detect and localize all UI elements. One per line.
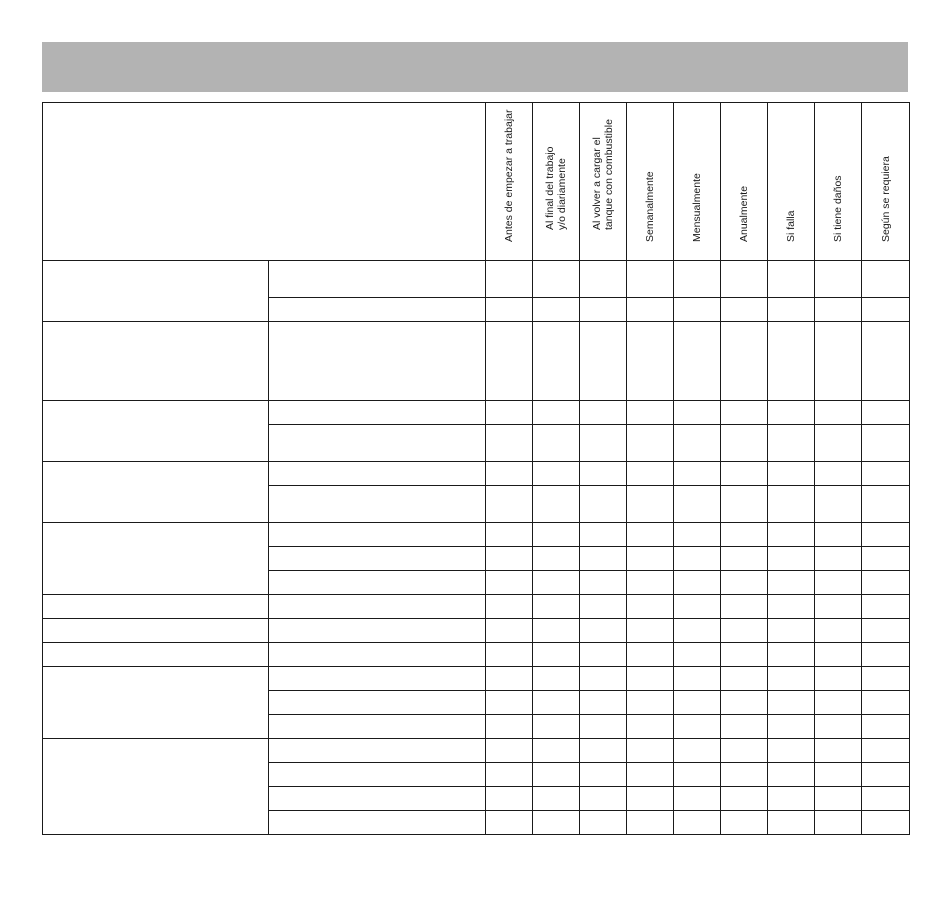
schedule-check-cell[interactable] <box>862 739 910 763</box>
schedule-check-cell[interactable] <box>486 462 533 486</box>
schedule-check-cell[interactable] <box>721 643 768 667</box>
schedule-check-cell[interactable] <box>533 547 580 571</box>
schedule-check-cell[interactable] <box>768 322 815 401</box>
column-header-label: Al volver a cargar el tanque con combustible <box>591 119 615 230</box>
schedule-check-cell[interactable] <box>486 667 533 691</box>
schedule-check-cell[interactable] <box>580 261 627 298</box>
schedule-check-cell[interactable] <box>486 571 533 595</box>
schedule-check-cell[interactable] <box>862 298 910 322</box>
schedule-check-cell[interactable] <box>862 571 910 595</box>
group-label-cell <box>43 667 269 739</box>
schedule-check-cell[interactable] <box>533 425 580 462</box>
group-label-cell <box>43 322 269 401</box>
column-header <box>627 103 674 261</box>
schedule-check-cell[interactable] <box>674 547 721 571</box>
item-label-cell <box>269 401 486 425</box>
column-header <box>815 103 862 261</box>
table-row <box>43 619 910 643</box>
schedule-check-cell[interactable] <box>674 691 721 715</box>
schedule-check-cell[interactable] <box>627 261 674 298</box>
item-label-cell <box>269 462 486 486</box>
schedule-check-cell[interactable] <box>627 486 674 523</box>
group-label-cell <box>43 595 269 619</box>
schedule-check-cell[interactable] <box>674 523 721 547</box>
table-row <box>43 462 910 486</box>
schedule-check-cell[interactable] <box>533 486 580 523</box>
schedule-check-cell[interactable] <box>486 763 533 787</box>
column-header-label: Si falla <box>785 210 797 242</box>
schedule-check-cell[interactable] <box>862 787 910 811</box>
schedule-check-cell[interactable] <box>674 811 721 835</box>
schedule-check-cell[interactable] <box>862 691 910 715</box>
schedule-check-cell[interactable] <box>721 715 768 739</box>
schedule-check-cell[interactable] <box>862 322 910 401</box>
schedule-check-cell[interactable] <box>533 811 580 835</box>
schedule-check-cell[interactable] <box>768 401 815 425</box>
header-row <box>43 103 910 261</box>
schedule-check-cell[interactable] <box>580 523 627 547</box>
item-label-cell <box>269 523 486 547</box>
column-header-label: Antes de empezar a trabajar <box>503 109 515 242</box>
column-header-label: Mensualmente <box>691 173 703 242</box>
item-label-cell <box>269 571 486 595</box>
schedule-check-cell[interactable] <box>674 425 721 462</box>
schedule-check-cell[interactable] <box>674 787 721 811</box>
item-label-cell <box>269 667 486 691</box>
schedule-check-cell[interactable] <box>721 739 768 763</box>
schedule-check-cell[interactable] <box>768 425 815 462</box>
item-label-cell <box>269 261 486 298</box>
schedule-check-cell[interactable] <box>674 739 721 763</box>
schedule-check-cell[interactable] <box>862 643 910 667</box>
schedule-check-cell[interactable] <box>862 619 910 643</box>
group-label-cell <box>43 739 269 835</box>
schedule-check-cell[interactable] <box>486 547 533 571</box>
schedule-check-cell[interactable] <box>862 811 910 835</box>
schedule-check-cell[interactable] <box>533 595 580 619</box>
schedule-check-cell[interactable] <box>486 691 533 715</box>
schedule-check-cell[interactable] <box>815 715 862 739</box>
schedule-check-cell[interactable] <box>533 619 580 643</box>
schedule-check-cell[interactable] <box>721 763 768 787</box>
schedule-check-cell[interactable] <box>674 462 721 486</box>
schedule-check-cell[interactable] <box>721 322 768 401</box>
schedule-check-cell[interactable] <box>533 462 580 486</box>
column-header <box>580 103 627 261</box>
table-row <box>43 523 910 547</box>
schedule-check-cell[interactable] <box>815 739 862 763</box>
schedule-check-cell[interactable] <box>533 571 580 595</box>
schedule-check-cell[interactable] <box>862 595 910 619</box>
column-header <box>862 103 910 261</box>
schedule-check-cell[interactable] <box>862 763 910 787</box>
group-label-cell <box>43 401 269 462</box>
schedule-check-cell[interactable] <box>533 401 580 425</box>
schedule-check-cell[interactable] <box>486 787 533 811</box>
schedule-check-cell[interactable] <box>580 787 627 811</box>
schedule-check-cell[interactable] <box>580 462 627 486</box>
schedule-check-cell[interactable] <box>533 298 580 322</box>
maintenance-schedule-table <box>42 102 910 835</box>
schedule-check-cell[interactable] <box>768 523 815 547</box>
schedule-check-cell[interactable] <box>674 401 721 425</box>
schedule-check-cell[interactable] <box>815 462 862 486</box>
schedule-check-cell[interactable] <box>768 787 815 811</box>
schedule-check-cell[interactable] <box>580 643 627 667</box>
schedule-check-cell[interactable] <box>768 462 815 486</box>
schedule-check-cell[interactable] <box>533 715 580 739</box>
schedule-check-cell[interactable] <box>815 595 862 619</box>
schedule-check-cell[interactable] <box>533 643 580 667</box>
schedule-check-cell[interactable] <box>721 787 768 811</box>
schedule-check-cell[interactable] <box>580 619 627 643</box>
schedule-check-cell[interactable] <box>627 547 674 571</box>
item-label-cell <box>269 811 486 835</box>
schedule-check-cell[interactable] <box>486 619 533 643</box>
schedule-check-cell[interactable] <box>815 571 862 595</box>
schedule-check-cell[interactable] <box>627 595 674 619</box>
schedule-check-cell[interactable] <box>768 547 815 571</box>
schedule-check-cell[interactable] <box>815 261 862 298</box>
schedule-check-cell[interactable] <box>674 322 721 401</box>
schedule-check-cell[interactable] <box>627 462 674 486</box>
schedule-check-cell[interactable] <box>486 298 533 322</box>
schedule-check-cell[interactable] <box>815 787 862 811</box>
schedule-check-cell[interactable] <box>627 401 674 425</box>
schedule-check-cell[interactable] <box>486 401 533 425</box>
schedule-check-cell[interactable] <box>721 595 768 619</box>
group-label-cell <box>43 462 269 523</box>
item-label-cell <box>269 787 486 811</box>
item-label-cell <box>269 739 486 763</box>
schedule-check-cell[interactable] <box>627 691 674 715</box>
schedule-check-cell[interactable] <box>768 486 815 523</box>
schedule-check-cell[interactable] <box>580 739 627 763</box>
schedule-check-cell[interactable] <box>533 787 580 811</box>
schedule-check-cell[interactable] <box>580 667 627 691</box>
schedule-check-cell[interactable] <box>815 763 862 787</box>
schedule-check-cell[interactable] <box>721 486 768 523</box>
item-label-cell <box>269 547 486 571</box>
schedule-check-cell[interactable] <box>721 619 768 643</box>
schedule-check-cell[interactable] <box>674 261 721 298</box>
schedule-check-cell[interactable] <box>486 811 533 835</box>
schedule-check-cell[interactable] <box>862 462 910 486</box>
group-label-cell <box>43 261 269 322</box>
schedule-check-cell[interactable] <box>627 715 674 739</box>
group-label-cell <box>43 523 269 595</box>
schedule-check-cell[interactable] <box>674 486 721 523</box>
schedule-check-cell[interactable] <box>721 811 768 835</box>
schedule-check-cell[interactable] <box>674 763 721 787</box>
schedule-check-cell[interactable] <box>768 715 815 739</box>
schedule-check-cell[interactable] <box>815 425 862 462</box>
schedule-check-cell[interactable] <box>674 643 721 667</box>
schedule-check-cell[interactable] <box>768 261 815 298</box>
schedule-check-cell[interactable] <box>862 523 910 547</box>
table-row <box>43 667 910 691</box>
schedule-check-cell[interactable] <box>815 547 862 571</box>
item-label-cell <box>269 595 486 619</box>
schedule-check-cell[interactable] <box>768 763 815 787</box>
column-header-label: Al final del trabajo y/o diariamente <box>544 146 568 230</box>
schedule-check-cell[interactable] <box>768 298 815 322</box>
header-blank-cell <box>43 103 486 261</box>
schedule-check-cell[interactable] <box>862 261 910 298</box>
item-label-cell <box>269 322 486 401</box>
schedule-check-cell[interactable] <box>627 739 674 763</box>
schedule-check-cell[interactable] <box>627 425 674 462</box>
table-row <box>43 595 910 619</box>
group-label-cell <box>43 619 269 643</box>
table-row <box>43 261 910 298</box>
schedule-check-cell[interactable] <box>627 811 674 835</box>
schedule-check-cell[interactable] <box>627 322 674 401</box>
schedule-check-cell[interactable] <box>627 571 674 595</box>
schedule-check-cell[interactable] <box>768 571 815 595</box>
schedule-check-cell[interactable] <box>862 715 910 739</box>
schedule-check-cell[interactable] <box>674 595 721 619</box>
schedule-check-cell[interactable] <box>580 425 627 462</box>
schedule-check-cell[interactable] <box>862 425 910 462</box>
table-body <box>43 261 910 835</box>
item-label-cell <box>269 619 486 643</box>
column-header-label: Anualmente <box>738 185 750 242</box>
item-label-cell <box>269 425 486 462</box>
schedule-check-cell[interactable] <box>674 298 721 322</box>
schedule-check-cell[interactable] <box>721 462 768 486</box>
schedule-check-cell[interactable] <box>862 547 910 571</box>
schedule-check-cell[interactable] <box>815 619 862 643</box>
schedule-check-cell[interactable] <box>721 571 768 595</box>
schedule-check-cell[interactable] <box>580 298 627 322</box>
table-row <box>43 322 910 401</box>
schedule-check-cell[interactable] <box>721 547 768 571</box>
schedule-check-cell[interactable] <box>815 811 862 835</box>
schedule-check-cell[interactable] <box>768 595 815 619</box>
column-header-label: Según se requiera <box>879 156 892 242</box>
item-label-cell <box>269 691 486 715</box>
schedule-check-cell[interactable] <box>580 811 627 835</box>
schedule-check-cell[interactable] <box>580 547 627 571</box>
schedule-check-cell[interactable] <box>486 425 533 462</box>
schedule-check-cell[interactable] <box>580 486 627 523</box>
schedule-check-cell[interactable] <box>721 425 768 462</box>
column-header <box>674 103 721 261</box>
column-header-label: Si tiene daños <box>832 175 844 242</box>
schedule-check-cell[interactable] <box>815 667 862 691</box>
schedule-check-cell[interactable] <box>486 739 533 763</box>
header-bar <box>42 42 908 92</box>
schedule-check-cell[interactable] <box>768 691 815 715</box>
schedule-check-cell[interactable] <box>768 619 815 643</box>
schedule-check-cell[interactable] <box>580 401 627 425</box>
schedule-check-cell[interactable] <box>815 643 862 667</box>
item-label-cell <box>269 298 486 322</box>
schedule-check-cell[interactable] <box>486 486 533 523</box>
schedule-check-cell[interactable] <box>721 667 768 691</box>
schedule-check-cell[interactable] <box>815 523 862 547</box>
item-label-cell <box>269 763 486 787</box>
schedule-check-cell[interactable] <box>674 619 721 643</box>
column-header <box>768 103 815 261</box>
schedule-check-cell[interactable] <box>533 261 580 298</box>
group-label-cell <box>43 643 269 667</box>
schedule-check-cell[interactable] <box>674 715 721 739</box>
schedule-check-cell[interactable] <box>627 763 674 787</box>
column-header <box>721 103 768 261</box>
schedule-check-cell[interactable] <box>721 298 768 322</box>
schedule-check-cell[interactable] <box>768 739 815 763</box>
schedule-check-cell[interactable] <box>486 643 533 667</box>
schedule-check-cell[interactable] <box>768 643 815 667</box>
table-row <box>43 401 910 425</box>
schedule-check-cell[interactable] <box>627 667 674 691</box>
schedule-check-cell[interactable] <box>533 763 580 787</box>
schedule-check-cell[interactable] <box>815 486 862 523</box>
schedule-check-cell[interactable] <box>486 523 533 547</box>
schedule-check-cell[interactable] <box>580 322 627 401</box>
schedule-check-cell[interactable] <box>815 691 862 715</box>
schedule-check-cell[interactable] <box>721 691 768 715</box>
schedule-check-cell[interactable] <box>862 667 910 691</box>
schedule-check-cell[interactable] <box>627 787 674 811</box>
schedule-check-cell[interactable] <box>486 261 533 298</box>
schedule-check-cell[interactable] <box>580 715 627 739</box>
schedule-check-cell[interactable] <box>533 322 580 401</box>
schedule-check-cell[interactable] <box>486 322 533 401</box>
schedule-check-cell[interactable] <box>815 401 862 425</box>
schedule-check-cell[interactable] <box>486 715 533 739</box>
column-header <box>486 103 533 261</box>
schedule-check-cell[interactable] <box>674 571 721 595</box>
schedule-check-cell[interactable] <box>533 739 580 763</box>
schedule-check-cell[interactable] <box>627 523 674 547</box>
schedule-check-cell[interactable] <box>721 401 768 425</box>
schedule-check-cell[interactable] <box>486 595 533 619</box>
schedule-check-cell[interactable] <box>580 763 627 787</box>
schedule-check-cell[interactable] <box>580 571 627 595</box>
schedule-check-cell[interactable] <box>627 643 674 667</box>
schedule-check-cell[interactable] <box>533 523 580 547</box>
schedule-check-cell[interactable] <box>721 261 768 298</box>
item-label-cell <box>269 643 486 667</box>
schedule-check-cell[interactable] <box>580 595 627 619</box>
schedule-check-cell[interactable] <box>768 811 815 835</box>
item-label-cell <box>269 715 486 739</box>
item-label-cell <box>269 486 486 523</box>
schedule-check-cell[interactable] <box>768 667 815 691</box>
schedule-check-cell[interactable] <box>627 298 674 322</box>
schedule-check-cell[interactable] <box>580 691 627 715</box>
schedule-check-cell[interactable] <box>533 667 580 691</box>
schedule-check-cell[interactable] <box>627 619 674 643</box>
schedule-check-cell[interactable] <box>815 298 862 322</box>
schedule-check-cell[interactable] <box>815 322 862 401</box>
table-row <box>43 643 910 667</box>
schedule-check-cell[interactable] <box>674 667 721 691</box>
column-header-label: Semanalmente <box>644 171 656 242</box>
schedule-check-cell[interactable] <box>862 401 910 425</box>
schedule-check-cell[interactable] <box>862 486 910 523</box>
schedule-check-cell[interactable] <box>721 523 768 547</box>
column-header <box>533 103 580 261</box>
table-row <box>43 739 910 763</box>
schedule-check-cell[interactable] <box>533 691 580 715</box>
